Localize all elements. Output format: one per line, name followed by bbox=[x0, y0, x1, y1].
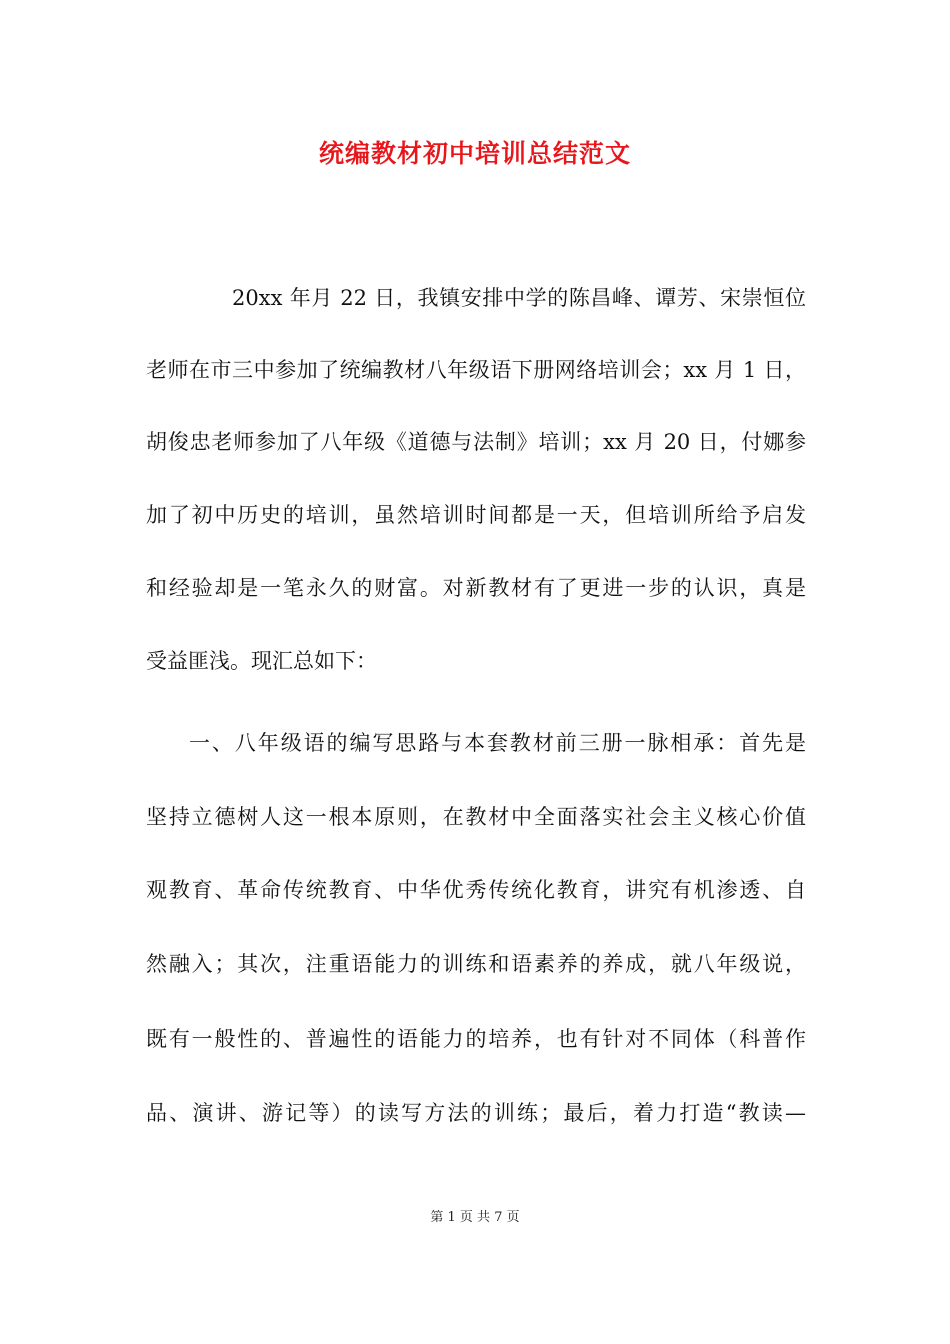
paragraph-line: 坚持立德树人这一根本原则，在教材中全面落实社会主义核心价值 bbox=[146, 805, 806, 829]
paragraph-line: 观教育、革命传统教育、中华优秀传统化教育，讲究有机渗透、自 bbox=[146, 878, 806, 902]
document-title: 统编教材初中培训总结范文 bbox=[318, 139, 631, 168]
paragraph-line: 和经验却是一笔永久的财富。对新教材有了更进一步的认识，真是 bbox=[146, 576, 806, 600]
paragraph-line: 一、八年级语的编写思路与本套教材前三册一脉相承：首先是 bbox=[189, 731, 806, 755]
paragraph-line: 老师在市三中参加了统编教材八年级语下册网络培训会；xx 月 1 日， bbox=[146, 358, 806, 382]
page-number-footer: 第 1 页 共 7 页 bbox=[430, 1210, 520, 1225]
paragraph-line: 受益匪浅。现汇总如下： bbox=[146, 649, 377, 673]
paragraph-line: 加了初中历史的培训，虽然培训时间都是一天，但培训所给予启发 bbox=[146, 503, 806, 527]
paragraph-line: 既有一般性的、普遍性的语能力的培养，也有针对不同体（科普作 bbox=[146, 1027, 806, 1051]
paragraph-line: 20xx 年月 22 日，我镇安排中学的陈昌峰、谭芳、宋崇恒位 bbox=[232, 286, 806, 310]
paragraph-line: 品、演讲、游记等）的读写方法的训练；最后，着力打造“教读— bbox=[146, 1101, 806, 1125]
paragraph-line: 胡俊忠老师参加了八年级《道德与法制》培训；xx 月 20 日，付娜参 bbox=[146, 430, 806, 454]
paragraph-line: 然融入；其次，注重语能力的训练和语素养的养成，就八年级说， bbox=[146, 952, 806, 976]
